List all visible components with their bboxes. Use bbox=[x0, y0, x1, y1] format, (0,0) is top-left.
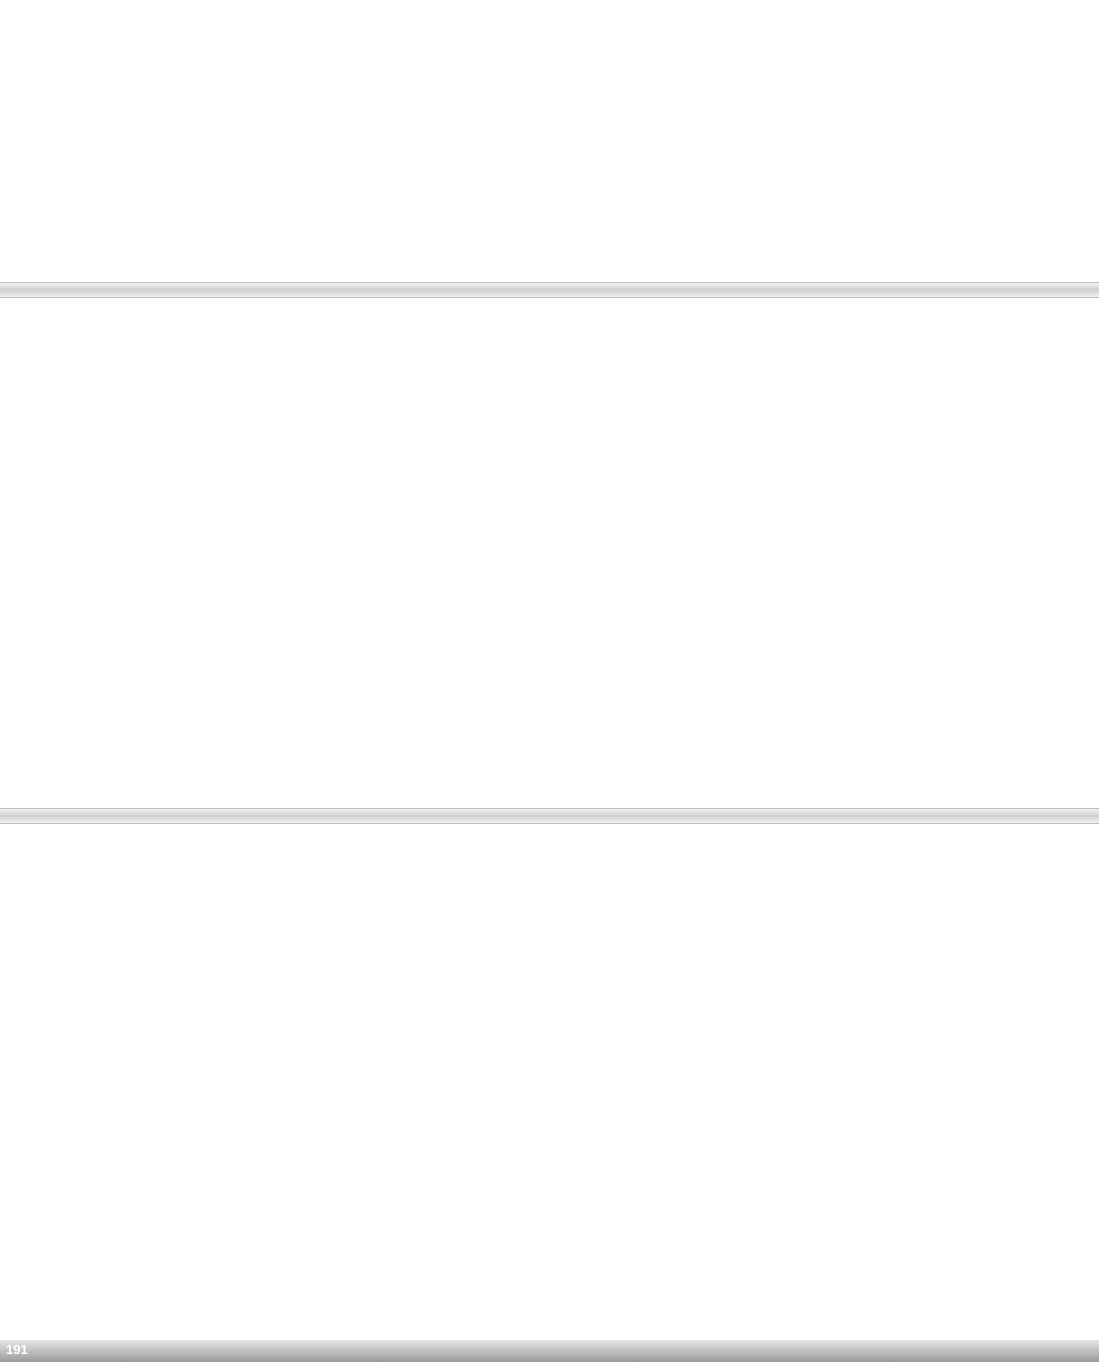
text-column bbox=[827, 14, 1068, 276]
page-number: 191 bbox=[6, 1342, 28, 1357]
text-column bbox=[827, 826, 1068, 1334]
page-footer bbox=[0, 1340, 1099, 1362]
text-band-top bbox=[38, 14, 1068, 276]
text-column bbox=[564, 14, 805, 276]
text-column bbox=[564, 300, 805, 804]
text-column bbox=[301, 300, 542, 804]
text-column bbox=[38, 14, 279, 276]
text-column bbox=[301, 14, 542, 276]
text-column bbox=[38, 300, 279, 804]
text-band-bottom bbox=[38, 826, 1068, 1334]
band-divider bbox=[0, 808, 1099, 824]
text-column bbox=[564, 826, 805, 1334]
band-divider bbox=[0, 282, 1099, 298]
text-column bbox=[38, 826, 279, 1334]
text-column bbox=[301, 826, 542, 1334]
text-band-middle bbox=[38, 300, 1068, 804]
text-column bbox=[827, 300, 1068, 804]
